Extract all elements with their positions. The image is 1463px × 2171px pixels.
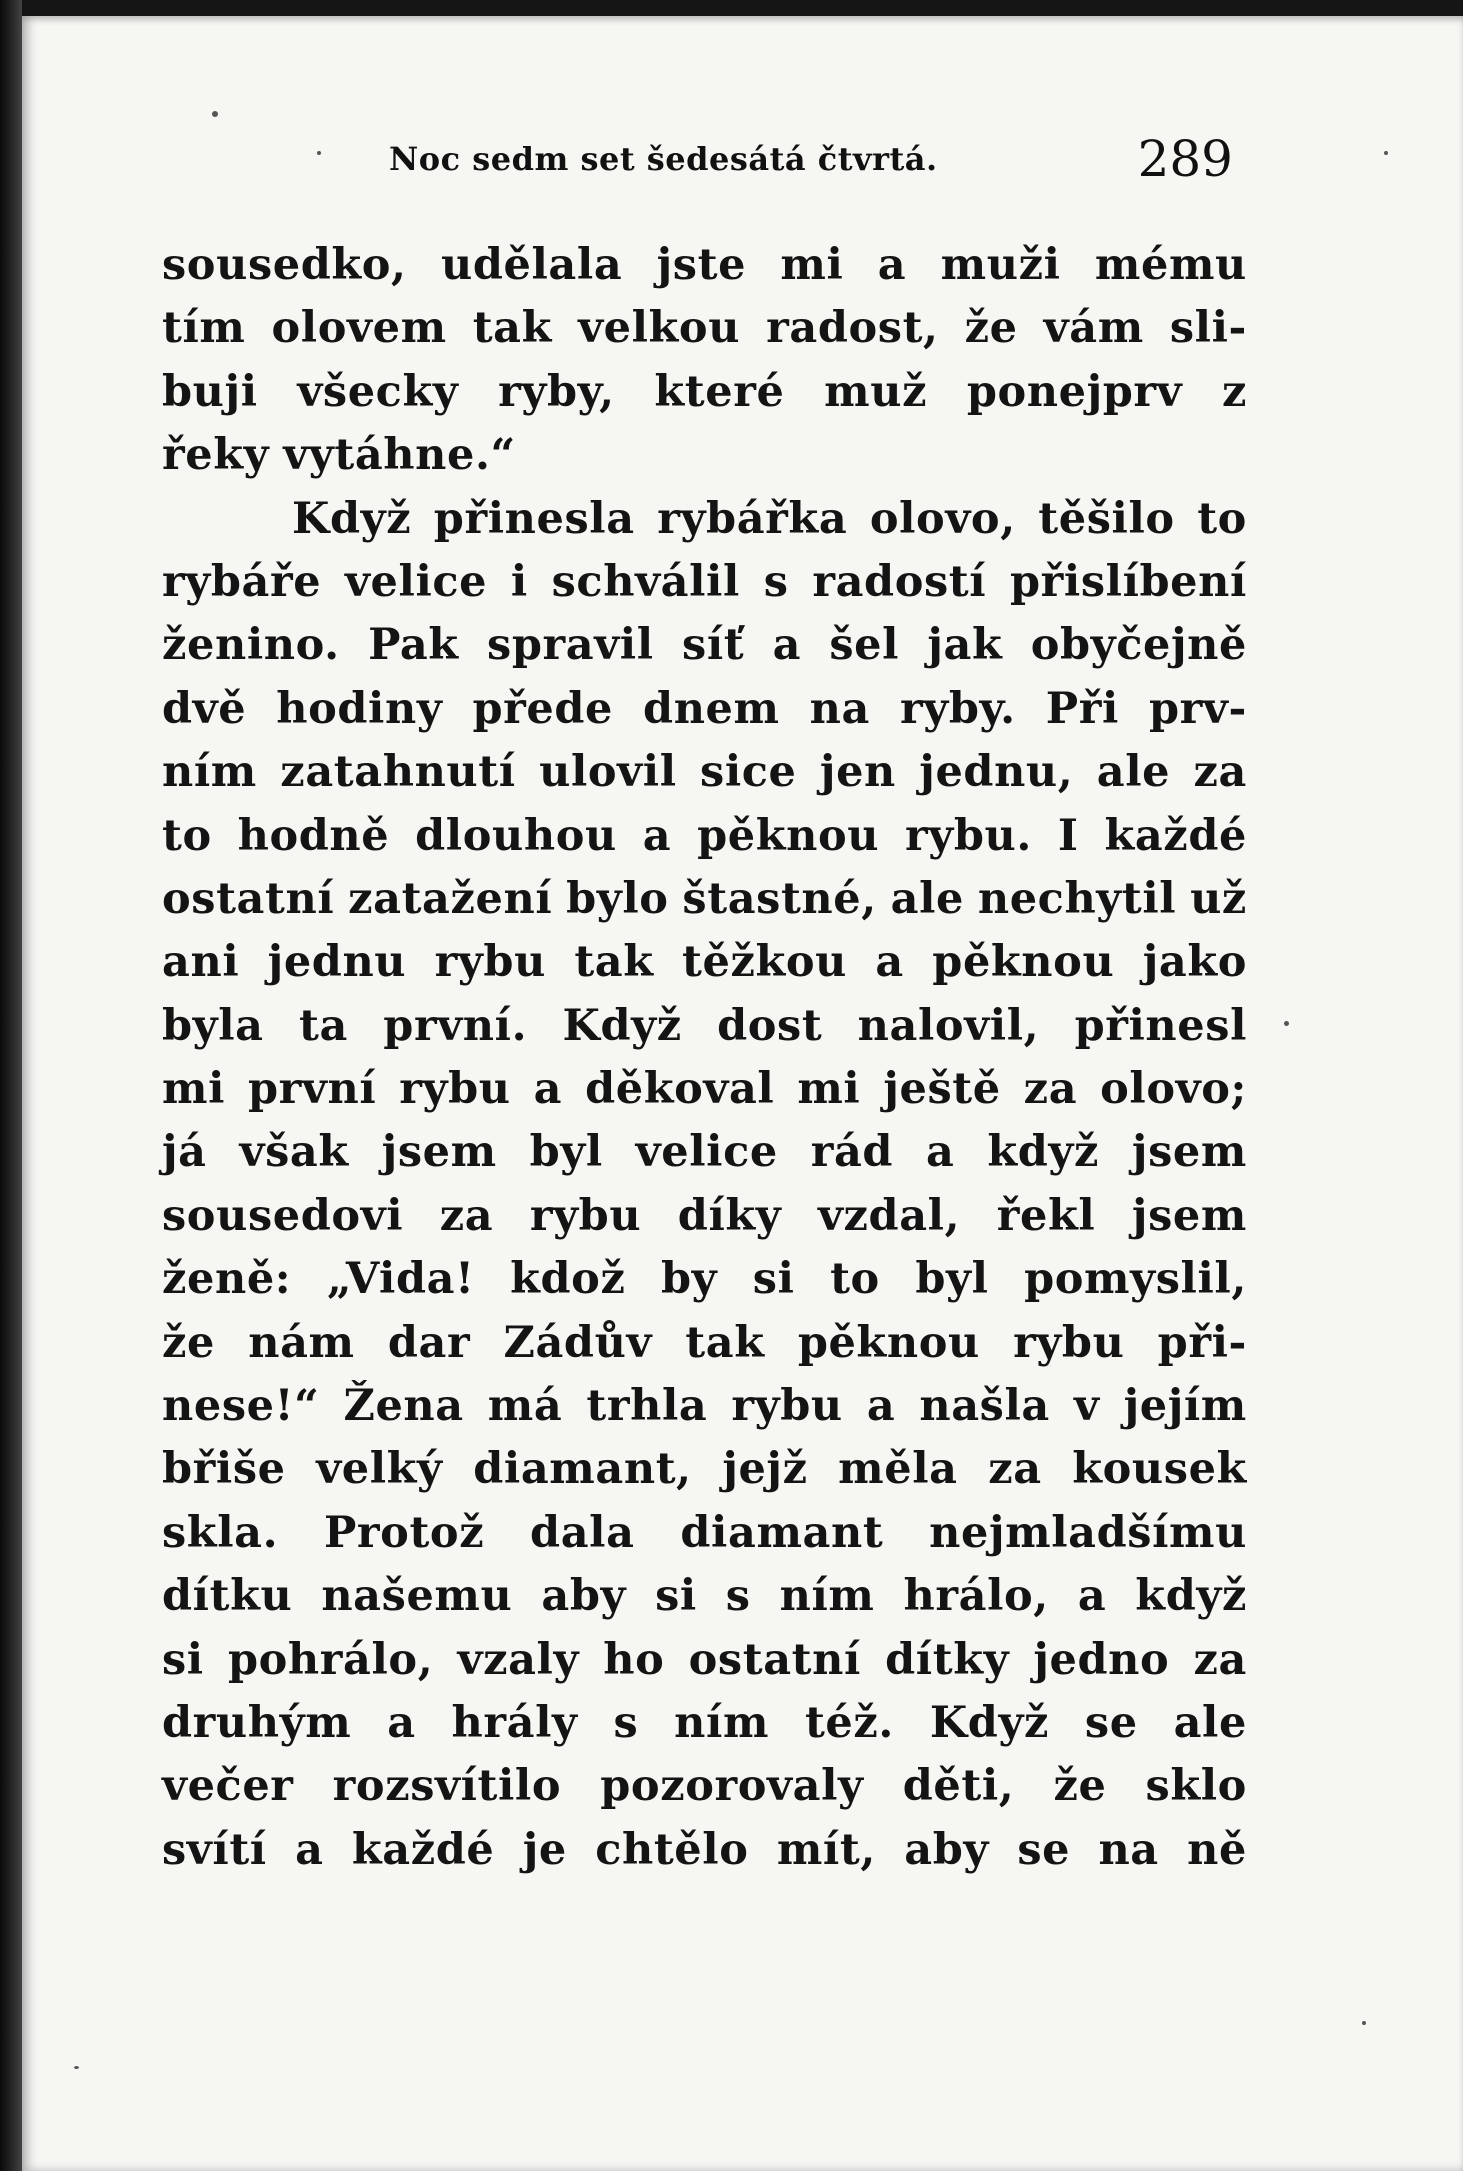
page-number: 289 — [1137, 130, 1233, 188]
word: Zádův — [503, 1317, 653, 1368]
word: a — [533, 1064, 563, 1115]
word: jsem — [1131, 1190, 1247, 1241]
word: velkou — [578, 303, 741, 354]
word: sklo — [1145, 1761, 1247, 1812]
word: každé — [351, 1824, 495, 1875]
word: nejmladšímu — [929, 1507, 1247, 1558]
word: rybu — [1013, 1317, 1125, 1368]
word: Žena — [343, 1381, 464, 1432]
word: dlouhou — [415, 810, 617, 861]
word: jak — [927, 620, 1003, 671]
word: sousedko, — [162, 240, 407, 290]
word: mi — [162, 1064, 226, 1115]
word: byl — [915, 1254, 989, 1305]
word: obyčejně — [1030, 620, 1247, 671]
word: s — [613, 1697, 639, 1748]
word: když — [1135, 1571, 1247, 1622]
word: ale — [1173, 1697, 1247, 1748]
word: chtělo — [595, 1824, 749, 1875]
word: jejím — [1123, 1381, 1247, 1432]
word: ta — [299, 1000, 348, 1051]
word: bylo — [566, 873, 669, 924]
text-line — [162, 297, 1247, 360]
text-line — [162, 1755, 1247, 1818]
word: rybářka — [657, 493, 848, 544]
text-line — [162, 805, 1247, 868]
text-line — [162, 614, 1247, 677]
word: i — [510, 556, 528, 607]
text-line — [162, 1248, 1247, 1311]
word: ulovil — [539, 747, 677, 798]
word: a — [875, 937, 904, 988]
text-line — [162, 678, 1247, 741]
word: to — [162, 810, 212, 861]
word: udělala — [441, 240, 623, 290]
print-speck — [74, 2066, 79, 2069]
word: zatažení — [348, 873, 553, 924]
word: které — [654, 366, 785, 417]
word: jednu, — [919, 747, 1074, 798]
word: řekl — [996, 1190, 1096, 1241]
word: na — [1098, 1824, 1159, 1875]
word: rád — [810, 1127, 894, 1178]
word: že — [1053, 1761, 1107, 1812]
text-line — [162, 995, 1247, 1058]
word: schválil — [551, 556, 740, 607]
word: jsem — [1131, 1127, 1247, 1178]
paragraph-start-line — [162, 488, 1247, 551]
word: mít, — [776, 1824, 876, 1875]
text-line — [162, 1565, 1247, 1628]
word: prv- — [1148, 683, 1247, 734]
word: děti, — [902, 1761, 1015, 1812]
word: nechytil — [977, 873, 1177, 924]
word: že — [162, 1317, 215, 1368]
word: velice — [635, 1127, 778, 1178]
word: Protož — [323, 1507, 485, 1558]
word: jednu — [267, 937, 407, 988]
word: každé — [1104, 810, 1247, 861]
word: zatahnutí — [280, 747, 516, 798]
word: a — [877, 240, 907, 290]
text-line — [162, 361, 1247, 424]
word: na — [809, 683, 870, 734]
word: aby — [904, 1824, 989, 1875]
word: rybu — [529, 1190, 642, 1241]
word: mi — [797, 1064, 861, 1115]
word: spravil — [487, 620, 654, 671]
text-line — [162, 868, 1247, 931]
word: skla. — [162, 1507, 279, 1558]
word: vzaly — [457, 1634, 580, 1685]
word: to — [1197, 493, 1247, 544]
print-speck — [1284, 1021, 1289, 1026]
word: z — [1221, 366, 1247, 417]
word: jsem — [381, 1127, 497, 1178]
word: je — [522, 1824, 567, 1875]
word: to — [830, 1254, 880, 1305]
text-line — [162, 1121, 1247, 1184]
word: by — [661, 1254, 718, 1305]
word: první. — [383, 1000, 528, 1051]
text-line — [162, 1058, 1247, 1121]
page-header — [22, 130, 1463, 194]
word: a — [925, 1127, 955, 1178]
word: muži — [940, 240, 1061, 290]
word: jedno — [1033, 1634, 1170, 1685]
word: pomyslil, — [1024, 1254, 1247, 1305]
word: ženino. — [162, 620, 340, 671]
word: radostí — [812, 556, 987, 607]
text-line — [162, 1375, 1247, 1438]
word: trhla — [586, 1381, 708, 1432]
word: buji — [162, 366, 258, 417]
word: těšilo — [1038, 493, 1175, 544]
word: ním — [162, 747, 257, 798]
word: přede — [472, 683, 613, 734]
word: ale — [1096, 747, 1171, 798]
word: dítku — [162, 1571, 293, 1622]
word: rozsvítilo — [332, 1761, 562, 1812]
word: že — [964, 303, 1018, 354]
word: má — [487, 1381, 563, 1432]
word: nalovil, — [857, 1000, 1040, 1051]
word: olovem — [271, 303, 447, 354]
word: první — [248, 1064, 377, 1115]
word: těžkou — [682, 937, 848, 988]
word: nám — [248, 1317, 355, 1368]
text-line — [162, 1438, 1247, 1501]
word: pozorovaly — [600, 1761, 864, 1812]
text-line — [162, 234, 1247, 297]
word: též. — [804, 1697, 894, 1748]
word: si — [752, 1254, 795, 1305]
word: ním — [779, 1571, 875, 1622]
word: za — [1193, 747, 1247, 798]
word: dítky — [885, 1634, 1010, 1685]
word: si — [162, 1634, 204, 1685]
word: sousedovi — [162, 1190, 404, 1241]
word: a — [1077, 1571, 1107, 1622]
word: v — [1073, 1381, 1100, 1432]
word: za — [439, 1190, 494, 1241]
word: dnem — [643, 683, 780, 734]
word: ponejprv — [966, 366, 1183, 417]
word: tak — [574, 937, 654, 988]
text-line — [162, 424, 1247, 487]
word: mi — [780, 240, 844, 290]
word: však — [239, 1127, 349, 1178]
word: s — [763, 556, 789, 607]
word: ostatní — [688, 1634, 861, 1685]
word: ostatní — [162, 873, 335, 924]
word: kdož — [510, 1254, 626, 1305]
word: jejž — [722, 1444, 808, 1495]
word: břiše — [162, 1444, 286, 1495]
word: byla — [162, 1000, 264, 1051]
text-line — [162, 1185, 1247, 1248]
word: pěknou — [932, 937, 1115, 988]
word: hrály — [451, 1697, 578, 1748]
word: rybu — [399, 1064, 511, 1115]
word: dost — [717, 1000, 823, 1051]
word: Když — [929, 1697, 1050, 1748]
word: I — [1057, 810, 1079, 861]
word: tak — [685, 1317, 765, 1368]
word: se — [1017, 1824, 1071, 1875]
word: našla — [919, 1381, 1050, 1432]
word: tak — [472, 303, 553, 354]
word: rybáře — [162, 556, 322, 607]
word: „Vida! — [326, 1254, 475, 1305]
word: při- — [1157, 1317, 1247, 1368]
word: já — [162, 1127, 207, 1178]
word: s — [725, 1571, 751, 1622]
word: olovo; — [1100, 1064, 1247, 1115]
word: mému — [1094, 240, 1247, 290]
word: za — [1023, 1064, 1078, 1115]
word: hrálo, — [903, 1571, 1049, 1622]
word: si — [655, 1571, 697, 1622]
word: diamant — [680, 1507, 884, 1558]
word: velký — [316, 1444, 443, 1495]
word: díky — [677, 1190, 782, 1241]
word: měla — [838, 1444, 958, 1495]
print-speck — [1384, 151, 1388, 155]
word: ním — [674, 1697, 770, 1748]
word: nese!“ — [162, 1381, 320, 1432]
word: Když — [292, 493, 412, 544]
word: a — [295, 1824, 324, 1875]
word: ženě: — [162, 1254, 292, 1305]
word: všecky — [297, 366, 459, 417]
word: za — [988, 1444, 1042, 1495]
text-line — [162, 551, 1247, 614]
text-line — [162, 1692, 1247, 1755]
text-line — [162, 1629, 1247, 1692]
paper-sheet — [22, 16, 1463, 2171]
word: a — [387, 1697, 416, 1748]
word: sice — [700, 747, 797, 798]
word: ani — [162, 937, 240, 988]
text-line — [162, 741, 1247, 804]
word: Při — [1045, 683, 1119, 734]
word: pohrálo, — [227, 1634, 434, 1685]
word: už — [1190, 873, 1247, 924]
print-speck — [317, 151, 321, 155]
word: za — [1193, 1634, 1247, 1685]
word: Pak — [368, 620, 459, 671]
word: ryby. — [900, 683, 1016, 734]
word: aby — [541, 1571, 627, 1622]
running-head: Noc sedm set šedesátá čtvrtá. — [389, 140, 938, 178]
word: štastné, — [682, 873, 877, 924]
word: jen — [819, 747, 896, 798]
word: a — [866, 1381, 896, 1432]
word: ryby, — [498, 366, 615, 417]
word: přinesla — [433, 493, 635, 544]
word: hodně — [237, 810, 390, 861]
word: děkoval — [585, 1064, 775, 1115]
text-line — [162, 1312, 1247, 1375]
word: ještě — [883, 1064, 1001, 1115]
word: olovo, — [869, 493, 1016, 544]
word: kousek — [1072, 1444, 1247, 1495]
body-text — [162, 234, 1247, 1882]
word: vytáhne.“ — [283, 430, 516, 481]
word: velice — [344, 556, 488, 607]
word: vzdal, — [817, 1190, 961, 1241]
word: diamant, — [473, 1444, 692, 1495]
word: a — [772, 620, 802, 671]
word: našemu — [321, 1571, 513, 1622]
word: a — [642, 810, 672, 861]
print-speck — [1362, 2021, 1366, 2025]
word: pěknou — [697, 810, 880, 861]
word: ho — [603, 1634, 665, 1685]
word: ale — [890, 873, 965, 924]
word: rybu — [434, 937, 546, 988]
word: tím — [162, 303, 246, 354]
word: druhým — [162, 1697, 352, 1748]
word: dvě — [162, 683, 247, 734]
word: šel — [829, 620, 900, 671]
word: rybu — [731, 1381, 843, 1432]
word: dar — [387, 1317, 471, 1368]
word: dala — [530, 1507, 635, 1558]
word: Když — [562, 1000, 682, 1051]
text-line — [162, 1502, 1247, 1565]
word: byl — [529, 1127, 603, 1178]
word: muž — [824, 366, 928, 417]
print-speck — [212, 111, 218, 117]
word: síť — [682, 620, 745, 671]
word: když — [987, 1127, 1100, 1178]
word: ně — [1187, 1824, 1247, 1875]
word: rybu. — [905, 810, 1032, 861]
word: se — [1084, 1697, 1138, 1748]
binding-edge — [0, 0, 22, 2171]
word: jste — [656, 240, 747, 290]
word: večer — [162, 1761, 294, 1812]
word: sli- — [1169, 303, 1247, 354]
word: přislíbení — [1009, 556, 1247, 607]
text-line — [162, 931, 1247, 994]
word: hodiny — [276, 683, 443, 734]
word: řeky — [162, 430, 270, 481]
word: svítí — [162, 1824, 267, 1875]
word: pěknou — [797, 1317, 980, 1368]
word: přinesl — [1074, 1000, 1247, 1051]
word: jako — [1142, 937, 1247, 988]
text-line — [162, 1819, 1247, 1882]
word: radost, — [766, 303, 939, 354]
word: vám — [1043, 303, 1144, 354]
